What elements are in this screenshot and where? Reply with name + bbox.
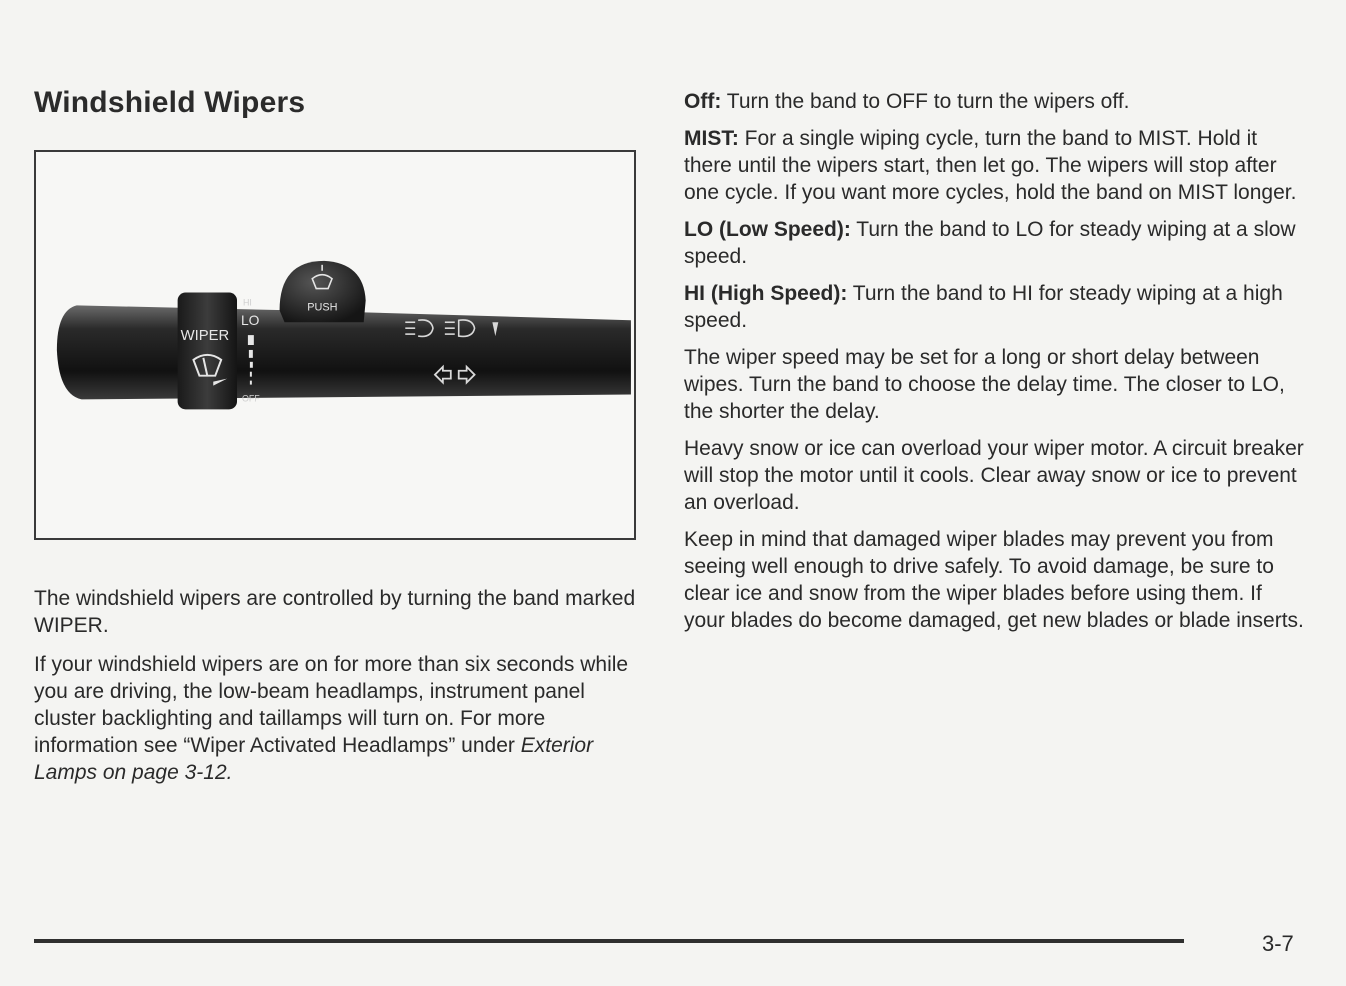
- paragraph-band-control: The windshield wipers are controlled by turning the band marked WIPER.: [34, 587, 636, 637]
- term-mist: MIST:: [684, 127, 739, 150]
- term-lo: LO (Low Speed):: [684, 218, 851, 241]
- paragraph-hi: [684, 280, 1304, 334]
- push-label: PUSH: [307, 301, 338, 314]
- wiper-stalk-figure: [34, 150, 636, 540]
- delay-mark: [250, 362, 253, 368]
- delay-mark: [249, 350, 253, 358]
- footer-rule: [34, 939, 1184, 943]
- term-off: Off:: [684, 90, 722, 113]
- paragraph-lo: [684, 216, 1304, 270]
- paragraph-text: If your windshield wipers are on for more than six seconds while you are driving, the low-beam headlamps, instrument panel cluster backlighting and taillamps will turn on. For more information see “Wiper Activated Headlamps” under: [34, 653, 629, 757]
- paragraph-delay: The wiper speed may be set for a long or short delay between wipes. Turn the band to choose the delay time. The closer to LO, the shorter the delay.: [684, 346, 1285, 423]
- hi-label: HI: [242, 297, 252, 308]
- section-title: Windshield Wipers: [34, 86, 306, 119]
- paragraph-off: [684, 88, 1304, 115]
- paragraph-mist: [684, 125, 1304, 206]
- delay-mark: [250, 381, 252, 385]
- off-label: OFF: [241, 393, 260, 404]
- wiper-band-label: WIPER: [180, 328, 230, 345]
- lo-label: LO: [240, 312, 260, 329]
- page-number: 3-7: [1262, 931, 1294, 956]
- definition-hi: Turn the band to HI for steady wiping at a high speed.: [684, 282, 1283, 332]
- paragraph-wiper-headlamps: [34, 651, 644, 786]
- delay-mark: [248, 335, 254, 345]
- delay-mark: [250, 372, 252, 377]
- definition-off: Turn the band to OFF to turn the wipers off.: [721, 90, 1130, 113]
- paragraph-snow: Heavy snow or ice can overload your wiper motor. A circuit breaker will stop the motor until it cools. Clear away snow or ice to prevent an overload.: [684, 437, 1304, 514]
- definition-mist: For a single wiping cycle, turn the band to MIST. Hold it there until the wipers start, then let go. The wipers will stop after one cycle. If you want more cycles, hold the band on MIST longer.: [684, 127, 1297, 204]
- wiper-band: [178, 293, 237, 410]
- right-column: [684, 88, 1304, 644]
- term-hi: HI (High Speed):: [684, 282, 848, 305]
- paragraph-blades: Keep in mind that damaged wiper blades may prevent you from seeing well enough to drive safely. To avoid damage, be sure to clear ice and snow from the wiper blades before using them. If your blades do become damaged, get new blades or blade inserts.: [684, 528, 1304, 632]
- page-reference-link[interactable]: Exterior Lamps on page 3-12.: [34, 734, 594, 784]
- definition-lo: Turn the band to LO for steady wiping at a slow speed.: [684, 218, 1296, 268]
- left-column: [34, 585, 644, 798]
